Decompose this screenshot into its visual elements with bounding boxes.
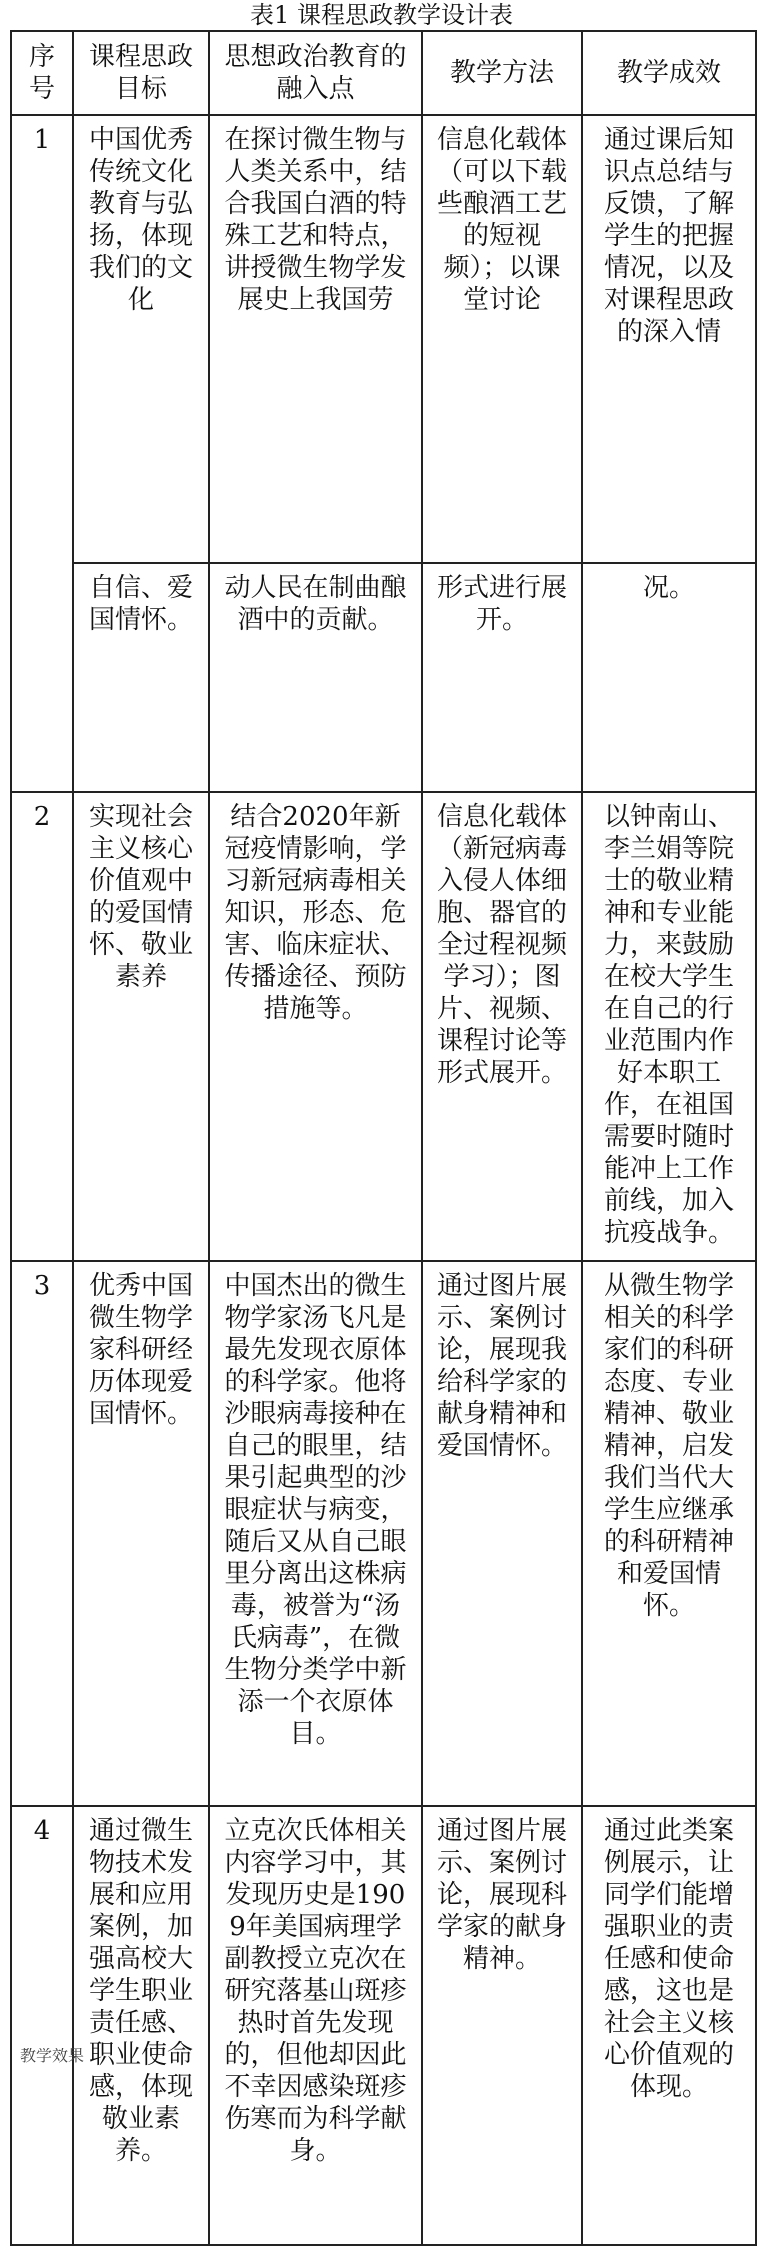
method-cell: 信息化载体（可以下载些酿酒工艺的短视频）；以课堂讨论: [422, 115, 582, 563]
row-number: 3: [11, 1261, 73, 1806]
header-result: 教学成效: [582, 31, 756, 115]
row-number: 1: [11, 115, 73, 792]
method-cell: 通过图片展示、案例讨论，展现科学家的献身精神。: [422, 1806, 582, 2245]
course-design-table: [10, 30, 757, 2246]
table-row-continuation: [11, 563, 756, 792]
integration-cell: 中国杰出的微生物学家汤飞凡是最先发现衣原体的科学家。他将沙眼病毒接种在自己的眼里，结果引起典型的沙眼症状与病变，随后又从自己眼里分离出这株病毒，被誉为“汤氏病毒”，在微生物分类学中新添一个衣原体目。: [209, 1261, 422, 1806]
goal-cell: 中国优秀传统文化教育与弘扬，体现我们的文化: [73, 115, 209, 563]
goal-cell: 通过微生物技术发展和应用案例，加强高校大学生职业责任感、职业使命感，体现敬业素养。: [73, 1806, 209, 2245]
row-number: 2: [11, 792, 73, 1261]
table-row: [11, 1261, 756, 1806]
integration-cell: 结合2020年新冠疫情影响，学习新冠病毒相关知识，形态、危害、临床症状、传播途径、预防措施等。: [209, 792, 422, 1261]
goal-cell: 优秀中国微生物学家科研经历体现爱国情怀。: [73, 1261, 209, 1806]
goal-cell: 实现社会主义核心价值观中的爱国情怀、敬业素养: [73, 792, 209, 1261]
result-cell: 况。: [582, 563, 756, 792]
result-cell: 通过课后知识点总结与反馈，了解学生的把握情况，以及对课程思政的深入情: [582, 115, 756, 563]
header-row: [11, 31, 756, 115]
table-row: [11, 115, 756, 563]
method-cell: 形式进行展开。: [422, 563, 582, 792]
table-row: [11, 792, 756, 1261]
table-row: [11, 1806, 756, 2245]
header-method: 教学方法: [422, 31, 582, 115]
method-cell: 信息化载体（新冠病毒入侵人体细胞、器官的全过程视频学习）；图片、视频、课程讨论等形式展开。: [422, 792, 582, 1261]
row-number: 4: [11, 1806, 73, 2245]
header-integration: 思想政治教育的融入点: [209, 31, 422, 115]
table-caption: 表1 课程思政教学设计表: [250, 1, 513, 29]
result-cell: 以钟南山、李兰娟等院士的敬业精神和专业能力，来鼓励在校大学生在自己的行业范围内作好本职工作，在祖国需要时随时能冲上工作前线，加入抗疫战争。: [582, 792, 756, 1261]
integration-cell: 立克次氏体相关内容学习中，其发现历史是1909年美国病理学副教授立克次在研究落基山斑疹热时首先发现的，但他却因此不幸因感染斑疹伤寒而为科学献身。: [209, 1806, 422, 2245]
header-number: 序号: [11, 31, 73, 115]
goal-cell: 自信、爱国情怀。: [73, 563, 209, 792]
result-cell: 通过此类案例展示，让同学们能增强职业的责任感和使命感，这也是社会主义核心价值观的体现。: [582, 1806, 756, 2245]
method-cell: 通过图片展示、案例讨论，展现我给科学家的献身精神和爱国情怀。: [422, 1261, 582, 1806]
result-cell: 从微生物学相关的科学家们的科研态度、专业精神、敬业精神，启发我们当代大学生应继承的科研精神和爱国情怀。: [582, 1261, 756, 1806]
integration-cell: 在探讨微生物与人类关系中，结合我国白酒的特殊工艺和特点，讲授微生物学发展史上我国劳: [209, 115, 422, 563]
integration-cell: 动人民在制曲酿酒中的贡献。: [209, 563, 422, 792]
footer-note: 教学效果: [20, 2048, 85, 2064]
header-goal: 课程思政目标: [73, 31, 209, 115]
